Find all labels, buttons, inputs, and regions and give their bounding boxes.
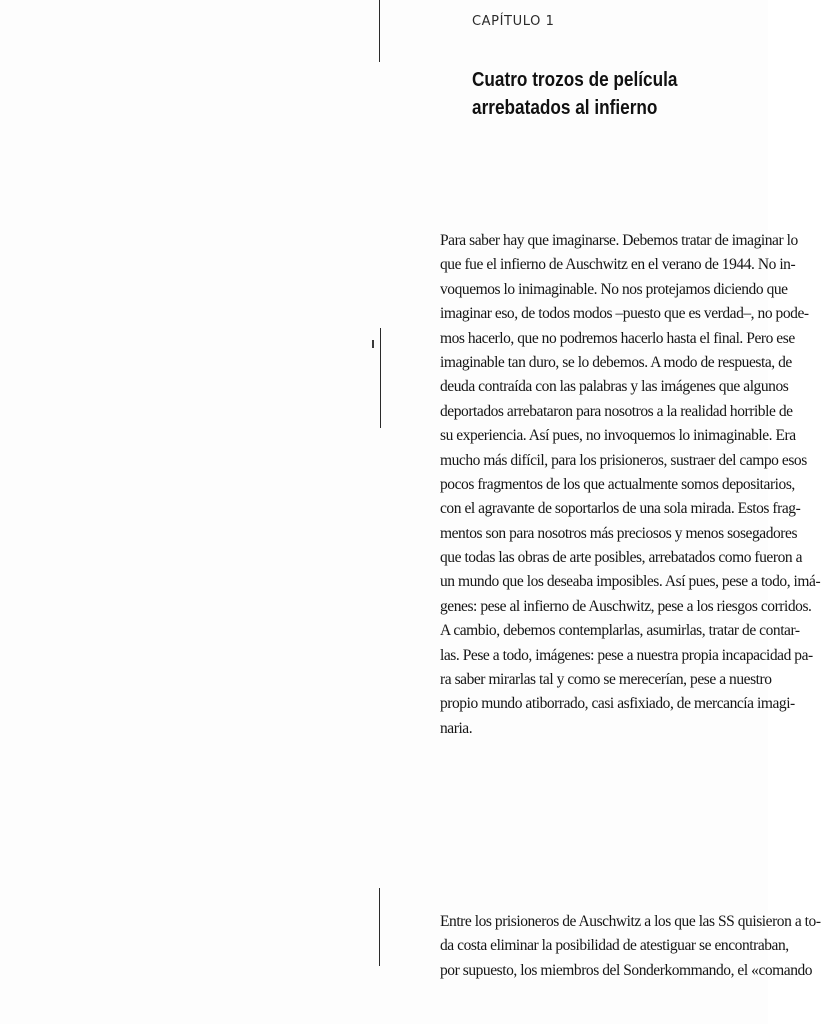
text-line: naria.	[440, 719, 473, 737]
text-line: por supuesto, los miembros del Sonderkommando, el «comando	[440, 961, 813, 979]
text-line: con el agravante de soportarlos de una sola mirada. Estos frag-	[440, 500, 801, 518]
text-line: ra saber mirarlas tal y como se merecerían, pese a nuestro	[440, 671, 772, 689]
chapter-title-line: arrebatados al infierno	[472, 97, 658, 119]
text-line: imaginable tan duro, se lo debemos. A modo de respuesta, de	[440, 353, 792, 371]
chapter-title-line: Cuatro trozos de película	[472, 69, 678, 91]
text-line: Para saber hay que imaginarse. Debemos tratar de imaginar lo	[440, 232, 798, 249]
text-line: que fue el infierno de Auschwitz en el verano de 1944. No in-	[440, 256, 796, 274]
text-line: da costa eliminar la posibilidad de atestiguar se encontraban,	[440, 937, 789, 955]
body-paragraph	[440, 229, 821, 741]
gutter-line-top	[379, 0, 380, 62]
text-line: pocos fragmentos de los que actualmente somos depositarios,	[440, 475, 795, 493]
text-line: deportados arrebataron para nosotros a la realidad horrible de	[440, 402, 793, 420]
gutter-line-middle	[380, 328, 381, 428]
text-line: mucho más difícil, para los prisioneros, sustraer del campo esos	[440, 451, 807, 469]
text-line: imaginar eso, de todos modos –puesto que es verdad–, no pode-	[440, 305, 809, 323]
text-line: propio mundo atiborrado, casi asfixiado, de mercancía imagi-	[440, 695, 795, 713]
text-line: deuda contraída con las palabras y las imágenes que algunos	[440, 378, 789, 396]
chapter-title	[472, 66, 704, 122]
gutter-line-bottom	[379, 888, 380, 966]
text-line: que todas las obras de arte posibles, arrebatados como fueron a	[440, 549, 803, 567]
text-line: voquemos lo inimaginable. No nos protejamos diciendo que	[440, 280, 788, 298]
text-line: mos hacerlo, que no podremos hacerlo hasta el final. Pero ese	[440, 329, 795, 347]
text-line: A cambio, debemos contemplarlas, asumirlas, tratar de contar-	[440, 622, 800, 640]
chapter-label: CAPÍTULO 1	[472, 14, 555, 29]
text-line: su experiencia. Así pues, no invoquemos lo inimaginable. Era	[440, 427, 796, 445]
gutter-mark	[372, 340, 374, 348]
text-line: mentos son para nosotros más preciosos y menos sosegadores	[440, 524, 798, 542]
text-line: genes: pese al infierno de Auschwitz, pese a los riesgos corridos.	[440, 597, 812, 615]
text-line: Entre los prisioneros de Auschwitz a los que las SS quisieron a to-	[440, 913, 821, 930]
body-paragraph	[440, 910, 821, 983]
text-line: las. Pese a todo, imágenes: pese a nuestra propia incapacidad pa-	[440, 646, 813, 664]
text-line: un mundo que los deseaba imposibles. Así pues, pese a todo, imá-	[440, 573, 821, 591]
